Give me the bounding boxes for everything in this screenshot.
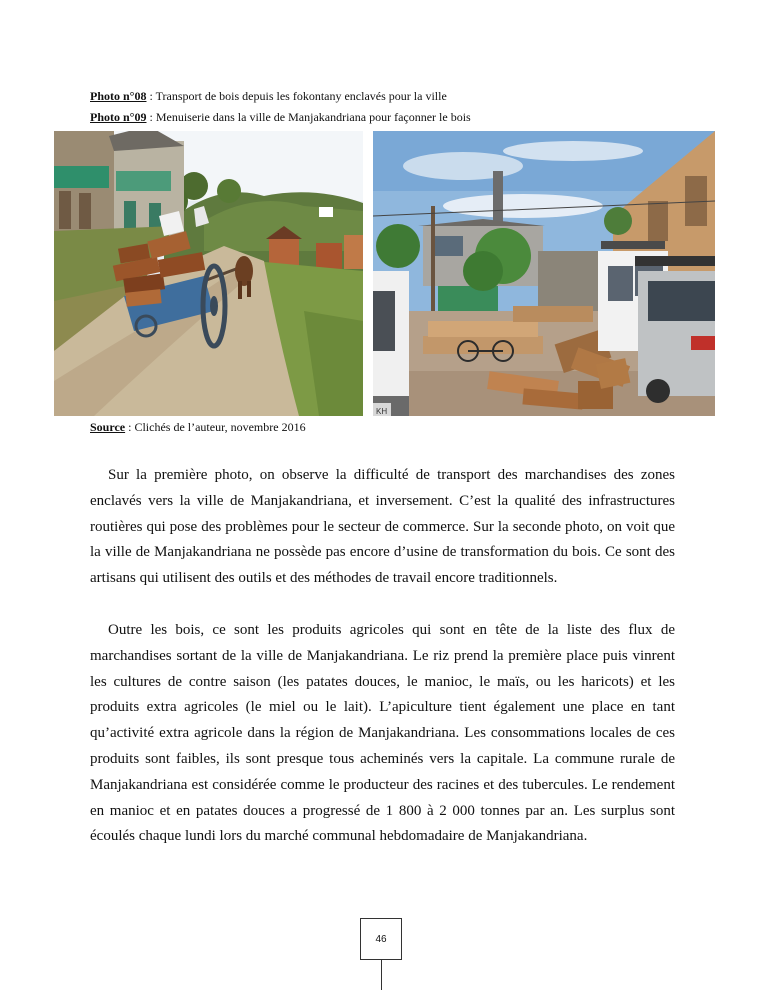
paragraph-1: Sur la première photo, on observe la difficulté de transport des marchandises des zones enclavés vers la ville de Manjakandriana, et inversement. C’est la qualité des infrastructures routières qui pose des problèmes pour le secteur de commerce. Sur la seconde photo, on voit que la ville de Manjakandriana ne possède pas encore d’usine de transformation du bois. Ce sont des artisans qui utilisent des outils et des méthodes de travail encore traditionnels. [90, 467, 675, 587]
photo-09-carpentry [373, 131, 715, 416]
photo-08-label: Photo n°08 [90, 89, 147, 103]
photo-08-ox-cart [54, 131, 363, 416]
photo-09-sign-text: KH [376, 407, 388, 416]
page-number-box [360, 918, 402, 960]
page-number: 46 [375, 933, 387, 945]
source-label: Source [90, 420, 126, 434]
photo-09-caption [90, 110, 471, 124]
source-text: : Clichés de l’auteur, novembre 2016 [125, 420, 306, 434]
paragraph-2: Outre les bois, ce sont les produits agricoles qui sont en tête de la liste des flux de marchandises sortant de la ville de Manjakandriana. Le riz prend la première place puis vinrent les cultures de contre saison (les patates douces, le manioc, le maïs, ou les haricots) et les produits extra agricoles (le miel ou le lait). L’apiculture tient également une place en tant qu’activité extra agricole dans la région de Manjakandriana. Les consommations locales de ces produits sont faibles, ils sont presque tous acheminés vers la capitale. La commune rurale de Manjakandriana est considérée comme le producteur des racines et des tubercules. Le rendement en manioc et en patates douces a progressé de 1 800 à 2 000 tonnes par an. Les surplus sont écoulés chaque lundi lors du marché communal hebdomadaire de Manjakandriana. [90, 622, 675, 845]
photo-08-text: : Transport de bois depuis les fokontany enclavés pour la ville [146, 89, 447, 103]
page-number-connector [381, 960, 382, 990]
photo-09-label: Photo n°09 [90, 110, 147, 124]
photo-09-text: : Menuiserie dans la ville de Manjakandriana pour façonner le bois [146, 110, 471, 124]
source-caption [90, 420, 306, 434]
photo-08-caption [90, 89, 447, 103]
